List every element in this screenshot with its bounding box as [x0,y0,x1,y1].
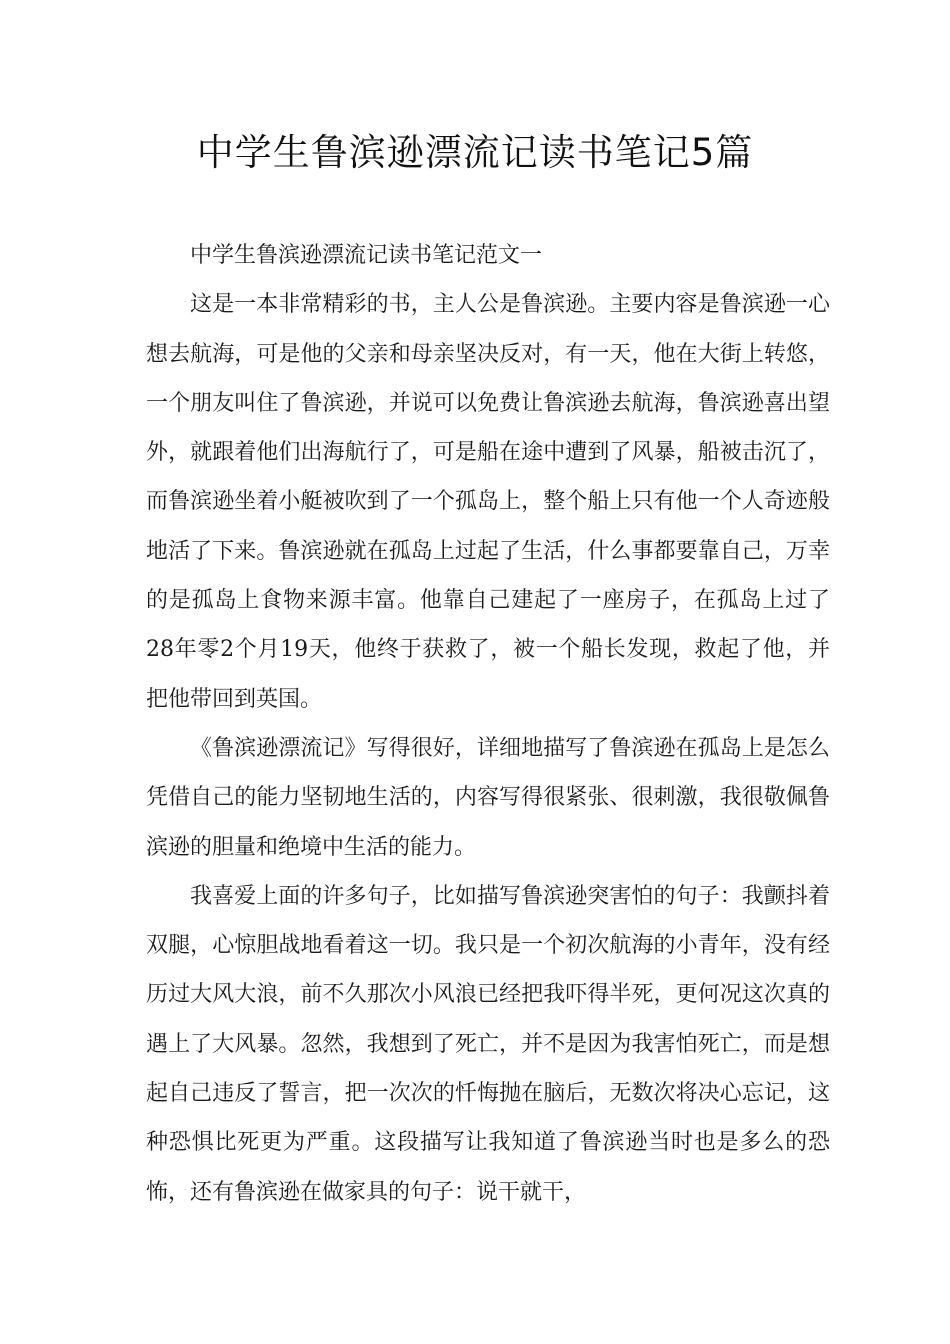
paragraph: 我喜爱上面的许多句子，比如描写鲁滨逊突害怕的句子：我颤抖着双腿，心惊胆战地看着这一切。我只是一个初次航海的小青年，没有经历过大风大浪，前不久那次小风浪已经把我吓得半死，更何况这次真的遇上了大风暴。忽然，我想到了死亡，并不是因为我害怕死亡，而是想起自己违反了誓言，把一次次的忏悔抛在脑后，无数次将决心忘记，这种恐惧比死更为严重。这段描写让我知道了鲁滨逊当时也是多么的恐怖，还有鲁滨逊在做家具的句子：说干就干， [146,883,830,1205]
document-body [146,231,830,1217]
paragraph: 《鲁滨逊漂流记》写得很好，详细地描写了鲁滨逊在孤岛上是怎么凭借自己的能力坚韧地生活的，内容写得很紧张、很刺激，我很敬佩鲁滨逊的胆量和绝境中生活的能力。 [146,735,830,860]
paragraph: 这是一本非常精彩的书，主人公是鲁滨逊。主要内容是鲁滨逊一心想去航海，可是他的父亲和母亲坚决反对，有一天，他在大街上转悠，一个朋友叫住了鲁滨逊，并说可以免费让鲁滨逊去航海，鲁滨逊喜出望外，就跟着他们出海航行了，可是船在途中遭到了风暴，船被击沉了，而鲁滨逊坐着小艇被吹到了一个孤岛上，整个船上只有他一个人奇迹般地活了下来。鲁滨逊就在孤岛上过起了生活，什么事都要靠自己，万幸的是孤岛上食物来源丰富。他靠自己建起了一座房子，在孤岛上过了28年零2个月19天，他终于获救了，被一个船长发现，救起了他，并把他带回到英国。 [146,292,830,712]
document-title: 中学生鲁滨逊漂流记读书笔记5篇 [196,131,754,174]
section-heading: 中学生鲁滨逊漂流记读书笔记范文一 [190,243,543,268]
